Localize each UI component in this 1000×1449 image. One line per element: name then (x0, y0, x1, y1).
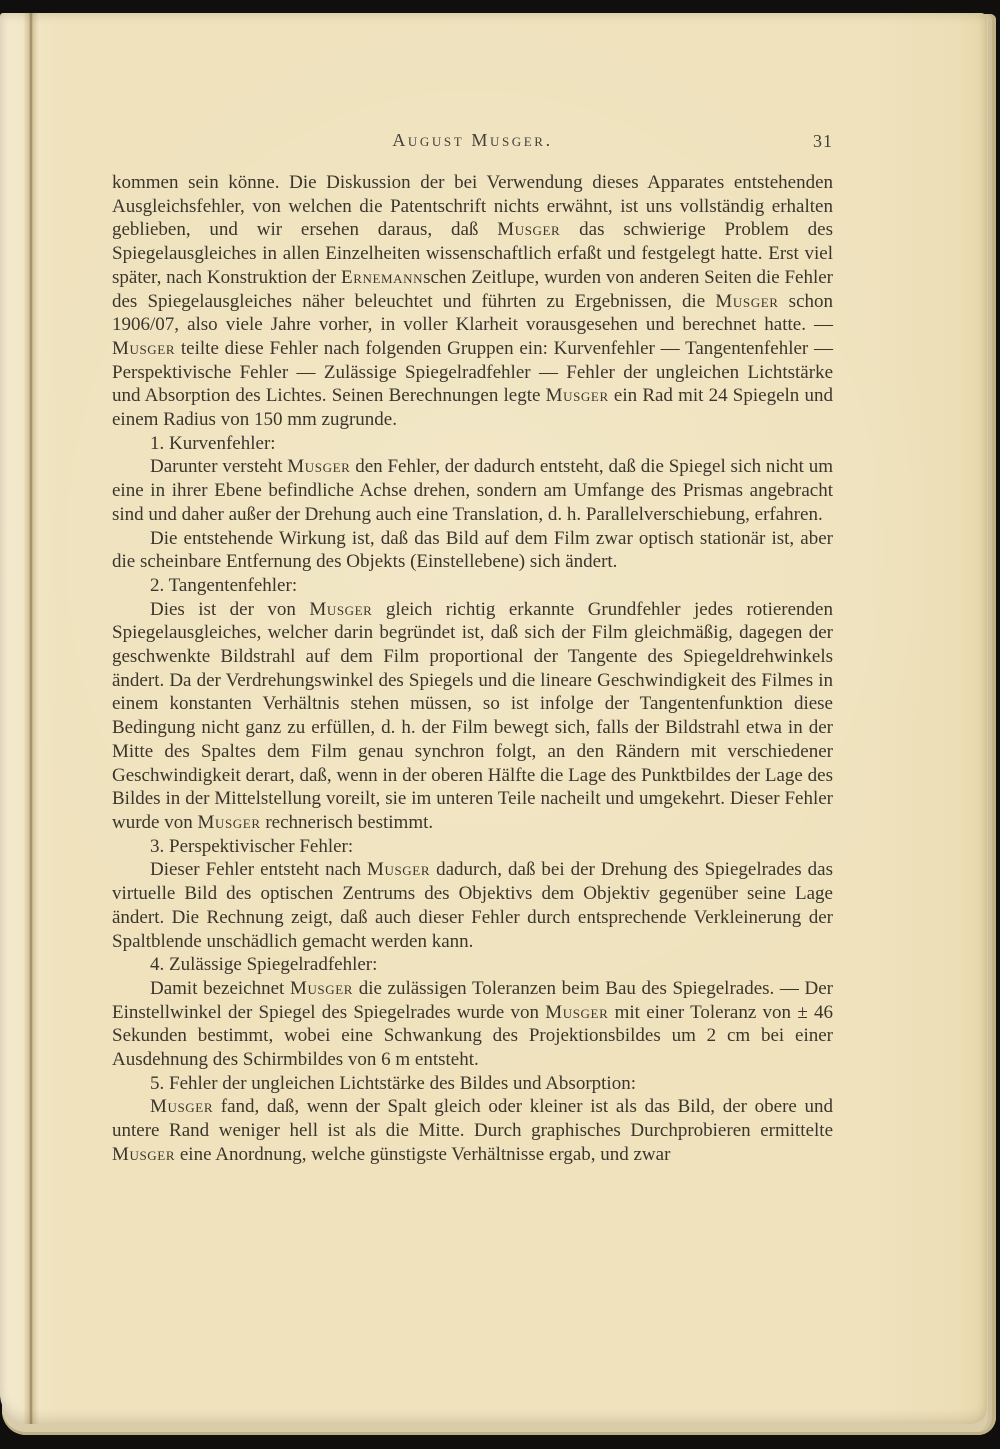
person-name: Musger (545, 1001, 609, 1023)
paragraph-continuation: kommen sein könne. Die Diskussion der bei Verwendung dieses Apparates entstehenden Ausgleichsfehler, von welchen die Patentschrift nichts erwähnt, ist uns vollständig erhalten geblieben, und wir ersehen daraus, daß Musger das schwierige Problem des Spiegelausgleiches in allen Einzelheiten wissenschaftlich erfaßt und festgelegt hatte. Erst viel später, nach Konstruktion der Ernemannschen Zeitlupe, wurden von anderen Seiten die Fehler des Spiegelausgleiches näher beleuchtet und führten zu Ergebnissen, die Musger schon 1906/07, also viele Jahre vorher, in voller Klarheit vorausgesehen und berechnet hatte. — Musger teilte diese Fehler nach folgenden Gruppen ein: Kurvenfehler — Tangentenfehler — Perspektivische Fehler — Zulässige Spiegelradfehler — Fehler der ungleichen Lichtstärke und Absorption des Lichtes. Seinen Berechnungen legte Musger ein Rad mit 24 Spiegeln und einem Radius von 150 mm zugrunde. (112, 172, 834, 431)
person-name: Musger (112, 1143, 176, 1165)
header-title: August Musger. (392, 130, 553, 150)
running-header (112, 130, 833, 154)
person-name: Musger (150, 1096, 214, 1118)
person-name: Musger (367, 859, 431, 881)
section-heading-1: 1. Kurvenfehler: (150, 432, 276, 454)
person-name: Musger (309, 598, 373, 620)
gutter-crease (23, 13, 39, 1424)
person-name: Musger (287, 456, 351, 478)
person-name: Ernemann (341, 266, 424, 288)
page-number: 31 (813, 131, 833, 151)
page-content (112, 13, 833, 1167)
paragraph: Dies ist der von Musger gleich richtig erkannte Grundfehler jedes rotierenden Spiegelausgleiches, welcher darin begründet ist, daß sich der Film gleichmäßig, dagegen der geschwenkte Bildstrahl auf dem Film proportional der Tangente des Spiegeldrehwinkels ändert. Da der Verdrehungswinkel des Spiegels und die lineare Geschwindigkeit des Filmes in einem konstanten Verhältnis stehen müssen, so ist infolge der Tangentenfunktion diese Bedingung nicht ganz zu erfüllen, d. h. der Film bewegt sich, falls der Bildstrahl etwa in der Mitte des Spaltes dem Film genau synchron folgt, an den Rändern mit verschiedener Geschwindigkeit derart, daß, wenn in der oberen Hälfte die Lage des Punktbildes der Lage des Bildes in der Mittelstellung voreilt, sie im unteren Teile nacheilt und umgekehrt. Dieser Fehler wurde von Musger rechnerisch bestimmt. (112, 598, 833, 833)
person-name: Musger (197, 811, 261, 833)
section-heading-4: 4. Zulässige Spiegelradfehler: (150, 954, 378, 976)
paragraph: Dieser Fehler entsteht nach Musger dadurch, daß bei der Drehung des Spiegelrades das virtuelle Bild des optischen Zentrums des Objektivs dem Objektiv gegenüber seine Lage ändert. Die Rechnung zeigt, daß auch dieser Fehler durch entsprechende Verkleinerung der Spaltblende unschädlich gemacht werden kann. (112, 859, 833, 952)
section-heading-5: 5. Fehler der ungleichen Lichtstärke des Bildes und Absorption: (150, 1072, 636, 1094)
person-name: Musger (112, 337, 176, 359)
paragraph: Musger fand, daß, wenn der Spalt gleich oder kleiner ist als das Bild, der obere und untere Rand weniger hell ist als die Mitte. Durch graphisches Durchprobieren ermittelte Musger eine Anordnung, welche günstigste Verhältnisse ergab, und zwar (112, 1096, 833, 1165)
person-name: Musger (497, 219, 561, 241)
person-name: Musger (545, 385, 609, 407)
section-heading-2: 2. Tangentenfehler: (150, 574, 298, 596)
paragraph: Darunter versteht Musger den Fehler, der dadurch entsteht, daß die Spiegel sich nicht um eine in ihrer Ebene befindliche Achse drehen, sondern am Umfange des Prismas angebracht sind und daher außer der Drehung auch eine Translation, d. h. Parallelverschiebung, erfahren. (112, 456, 833, 525)
paragraph: Die entstehende Wirkung ist, daß das Bild auf dem Film zwar optisch stationär ist, aber die scheinbare Entfernung des Objekts (Einstellebene) sich ändert. (112, 527, 833, 573)
book-page (0, 13, 987, 1424)
person-name: Musger (289, 977, 354, 999)
body-text (112, 171, 833, 1167)
person-name: Musger (715, 290, 779, 312)
section-heading-3: 3. Perspektivischer Fehler: (150, 835, 354, 857)
paragraph: Damit bezeichnet Musger die zulässigen Toleranzen beim Bau des Spiegelrades. — Der Einstellwinkel der Spiegel des Spiegelrades wurde von Musger mit einer Toleranz von ± 46 Sekunden bestimmt, wobei eine Schwankung des Projektionsbildes um 2 cm bei einer Ausdehnung des Schirmbildes von 6 m entsteht. (112, 977, 834, 1071)
